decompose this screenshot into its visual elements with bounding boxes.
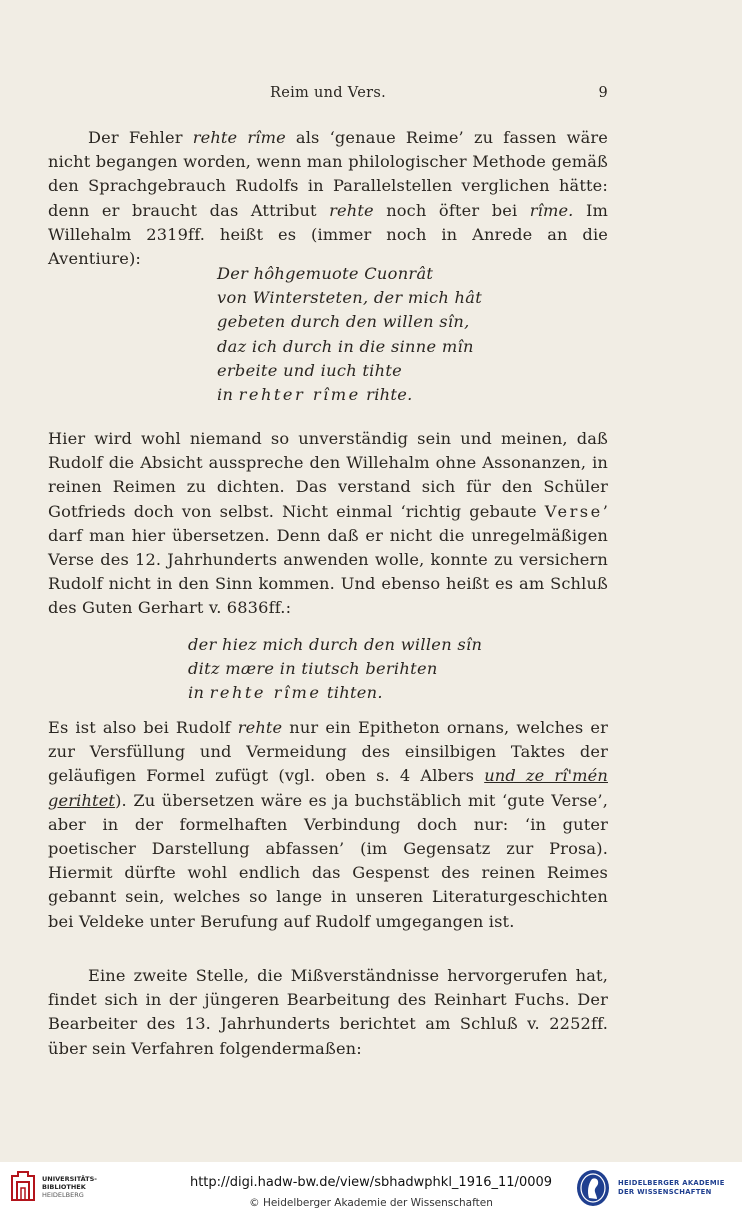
text-run: in [217,385,239,405]
text-run: tihten. [321,683,383,703]
running-title: Reim und Vers. [270,85,386,101]
academy-seal-icon [575,1168,611,1208]
text-run: nur ein Epitheton ornans, welches er zur Versfüllung und Vermeidung des einsilbigen Taktes der geläufigen Formel zufügt (vgl. oben s. 4 Albers [48,718,608,786]
page-number: 9 [598,85,608,101]
text-run: ). Zu übersetzen wäre es ja buchstäblich mit ‘gute Verse’, aber in der formelhaften Verbindung doch nur: ‘in guter poetischer Darstellung abfassen’ (im Gegensatz zur Prosa). Hiermit dürfte wohl endlich das Gespenst des reinen Reimes gebannt sein, welches so lange in unseren Literaturgeschichten bei Veldeke unter Berufung auf Rudolf umgegangen ist. [48,790,608,931]
verse-line: der hiez mich durch den willen sîn [188,635,483,654]
verse-line [188,681,482,705]
text-run: in [188,683,210,703]
spaced-emphasis: Verse [544,501,603,521]
permalink-url[interactable]: http://digi.hadw-bw.de/view/sbhadwphkl_1916_11/0009 [189,1175,553,1190]
text-run: noch öfter bei [373,200,530,220]
verse-line: ditz mære in tiutsch berihten [188,659,438,679]
paragraph-3 [48,716,608,934]
copyright-notice: © Heidelberger Akademie der Wissenschaften [249,1197,493,1209]
text-run: ’ darf man hier übersetzen. Denn daß er nicht die unregelmäßigen Verse des 12. Jahrhunderts anwenden wolle, konnte zu versichern Rudolf nicht in den Sinn kommen. Und ebenso heißt es am Schluß des Guten Gerhart v. 6836ff.: [48,501,608,618]
text-run: Der Fehler [88,128,193,147]
verse-line: gebeten durch den willen sîn, [217,312,470,332]
text-run: Eine zweite Stelle, die Mißverständnisse hervorgerufen hat, findet sich in der jüngeren Bearbeitung des Reinhart Fuchs. Der Bearbeiter des 13. Jahrhunderts berichtet am Schluß v. 2252ff. über sein Verfahren folgendermaßen: [48,966,608,1058]
paragraph-2 [48,427,608,621]
italic-term: und ze rî'mén gerihtet [48,766,608,810]
verse-line [217,383,482,407]
verse-line: erbeite und iuch tihte [217,360,403,380]
spaced-emphasis: rehte rîme [209,683,322,703]
text-run: als ‘genaue Reime’ zu fassen wäre nicht begangen worden, wenn man philologischer Methode gemäß den Sprachgebrauch Rudolfs in Parallelstellen verglichen hätte: denn er braucht das Attribut [48,128,608,220]
verse-line: von Wintersteten, der mich hât [217,288,483,308]
verse-quote-2 [188,633,482,706]
italic-term: rehte rîme [192,128,286,147]
italic-term: rîme. [529,200,574,220]
text-run: rihte. [360,385,413,405]
spaced-emphasis: rehter rîme [238,385,361,405]
text-run: Hier wird wohl niemand so unverständig sein und meinen, daß Rudolf die Absicht ausspreche den Willehalm ohne Assonanzen, in reinen Reimen zu dichten. Das verstand sich für den Schüler Gotfrieds doch von selbst. Nicht einmal ‘richtig gebaute [48,429,608,521]
italic-term: rehte [329,200,374,220]
academy-name: HEIDELBERGER AKADEMIE DER WISSENSCHAFTEN [618,1179,725,1196]
text-run: Im Willehalm 2319ff. heißt es (immer noch in Anrede an die Aventiure): [48,200,608,269]
verse-line: daz ich durch in die sinne mîn [217,336,474,356]
footer-bar [0,1162,742,1215]
italic-term: rehte [237,718,283,737]
verse-line: Der hôhgemuote Cuonrât [217,264,434,283]
verse-quote-1 [217,262,482,407]
text-run: Es ist also bei Rudolf [48,718,238,737]
paragraph-1 [48,126,608,271]
university-library-name: UNIVERSITÄTS- BIBLIOTHEK HEIDELBERG [42,1175,97,1199]
paragraph-4 [48,964,608,1061]
